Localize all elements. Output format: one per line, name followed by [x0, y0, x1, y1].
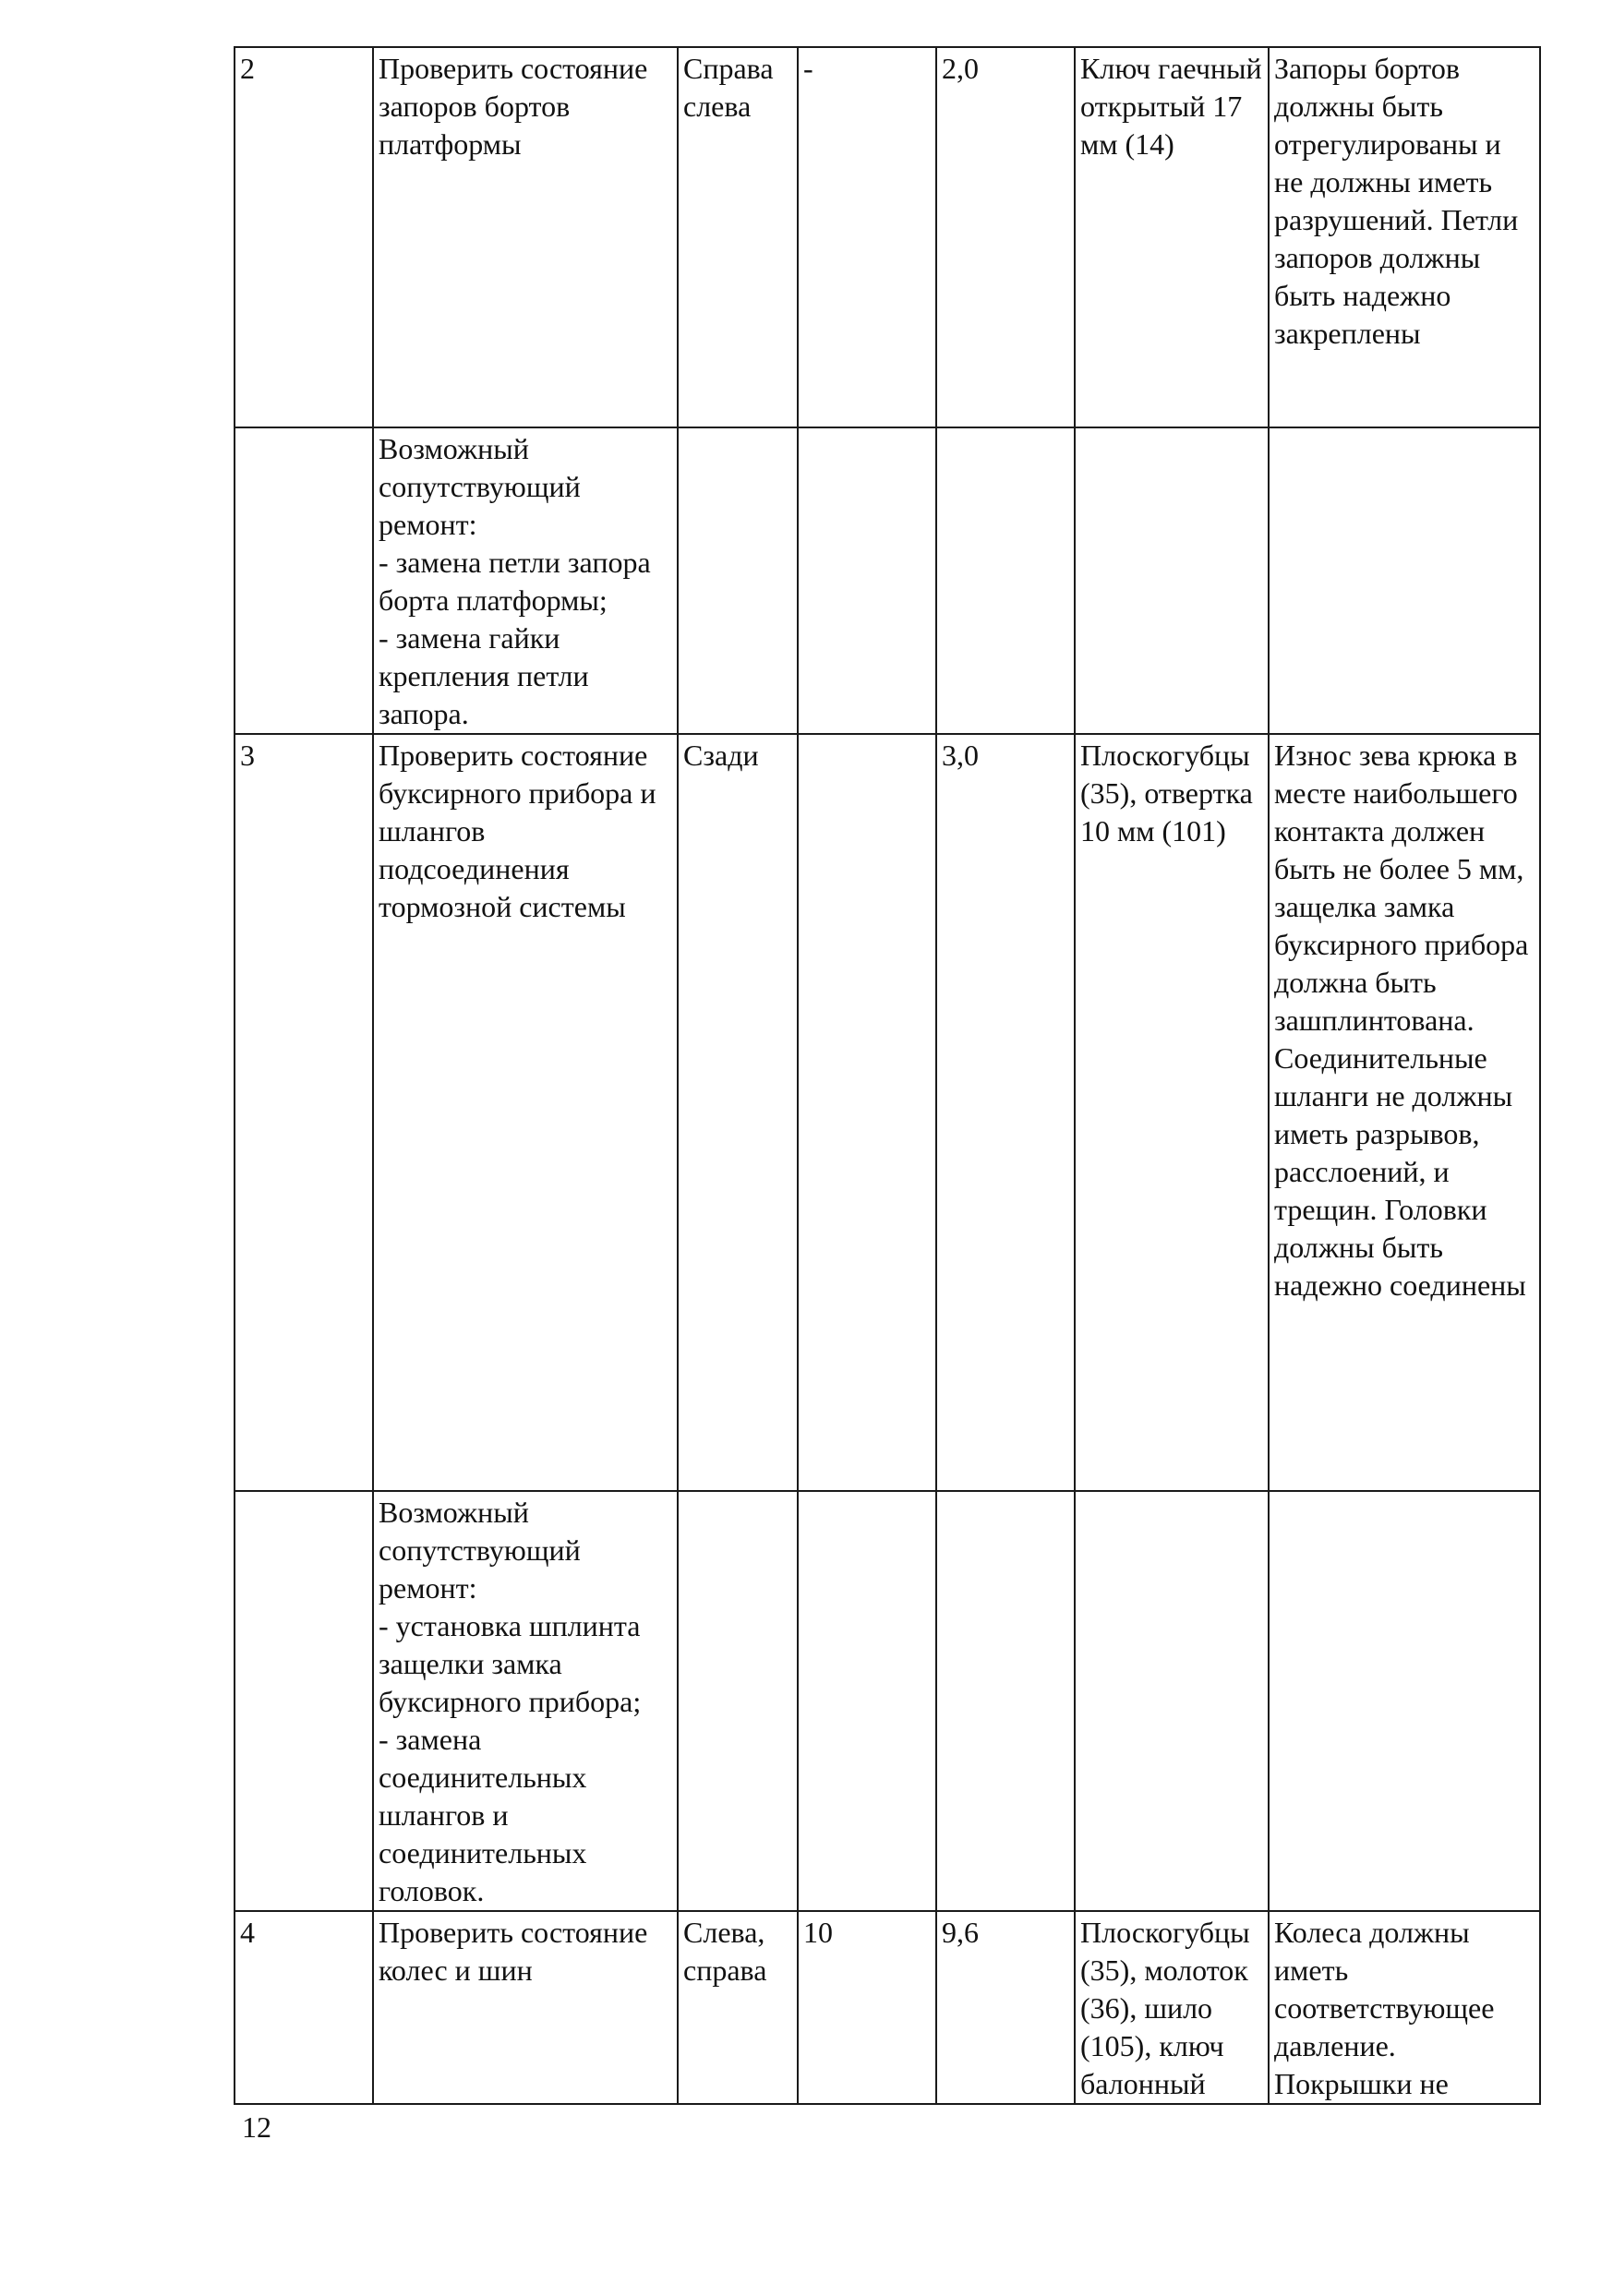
tools-cell: Ключ гаечный открытый 17 мм (14) — [1075, 47, 1269, 427]
row-number-cell — [235, 1491, 373, 1911]
location-cell: Сзади — [678, 734, 798, 1491]
tools-cell: Плоскогубцы (35), отвертка 10 мм (101) — [1075, 734, 1269, 1491]
location-cell: Справа слева — [678, 47, 798, 427]
table-row — [235, 1491, 1540, 1911]
count-cell — [798, 1491, 936, 1911]
operation-cell: Возможный сопутствующий ремонт: - замена петли запора борта платформы; - замена гайки крепления петли запора. — [373, 427, 678, 734]
operation-cell: Проверить состояние запоров бортов платформы — [373, 47, 678, 427]
tools-cell — [1075, 427, 1269, 734]
operation-cell: Возможный сопутствующий ремонт: - установка шплинта защелки замка буксирного прибора; - замена соединительных шлангов и соединительных головок. — [373, 1491, 678, 1911]
operation-cell: Проверить состояние колес и шин — [373, 1911, 678, 2104]
labor-cell: 2,0 — [936, 47, 1075, 427]
row-number-cell: 3 — [235, 734, 373, 1491]
requirements-cell: Запоры бортов должны быть отрегулированы и не должны иметь разрушений. Петли запоров должны быть надежно закреплены — [1269, 47, 1540, 427]
table-row — [235, 1911, 1540, 2104]
table-row — [235, 427, 1540, 734]
operation-cell: Проверить состояние буксирного прибора и шлангов подсоединения тормозной системы — [373, 734, 678, 1491]
labor-cell — [936, 1491, 1075, 1911]
page-number: 12 — [242, 2110, 271, 2144]
location-cell: Слева, справа — [678, 1911, 798, 2104]
count-cell — [798, 734, 936, 1491]
labor-cell — [936, 427, 1075, 734]
maintenance-table — [234, 46, 1541, 2105]
requirements-cell — [1269, 1491, 1540, 1911]
location-cell — [678, 427, 798, 734]
tools-cell — [1075, 1491, 1269, 1911]
row-number-cell: 4 — [235, 1911, 373, 2104]
table-row — [235, 734, 1540, 1491]
requirements-cell: Колеса должны иметь соответствующее давление. Покрышки не — [1269, 1911, 1540, 2104]
requirements-cell — [1269, 427, 1540, 734]
location-cell — [678, 1491, 798, 1911]
labor-cell: 9,6 — [936, 1911, 1075, 2104]
count-cell: 10 — [798, 1911, 936, 2104]
count-cell: - — [798, 47, 936, 427]
row-number-cell — [235, 427, 373, 734]
row-number-cell: 2 — [235, 47, 373, 427]
labor-cell: 3,0 — [936, 734, 1075, 1491]
table-row — [235, 47, 1540, 427]
count-cell — [798, 427, 936, 734]
tools-cell: Плоскогубцы (35), молоток (36), шило (105), ключ балонный — [1075, 1911, 1269, 2104]
requirements-cell: Износ зева крюка в месте наибольшего контакта должен быть не более 5 мм, защелка замка буксирного прибора должна быть зашплинтована. Соединительные шланги не должны иметь разрывов, расслоений, и трещин. Головки должны быть надежно соединены — [1269, 734, 1540, 1491]
